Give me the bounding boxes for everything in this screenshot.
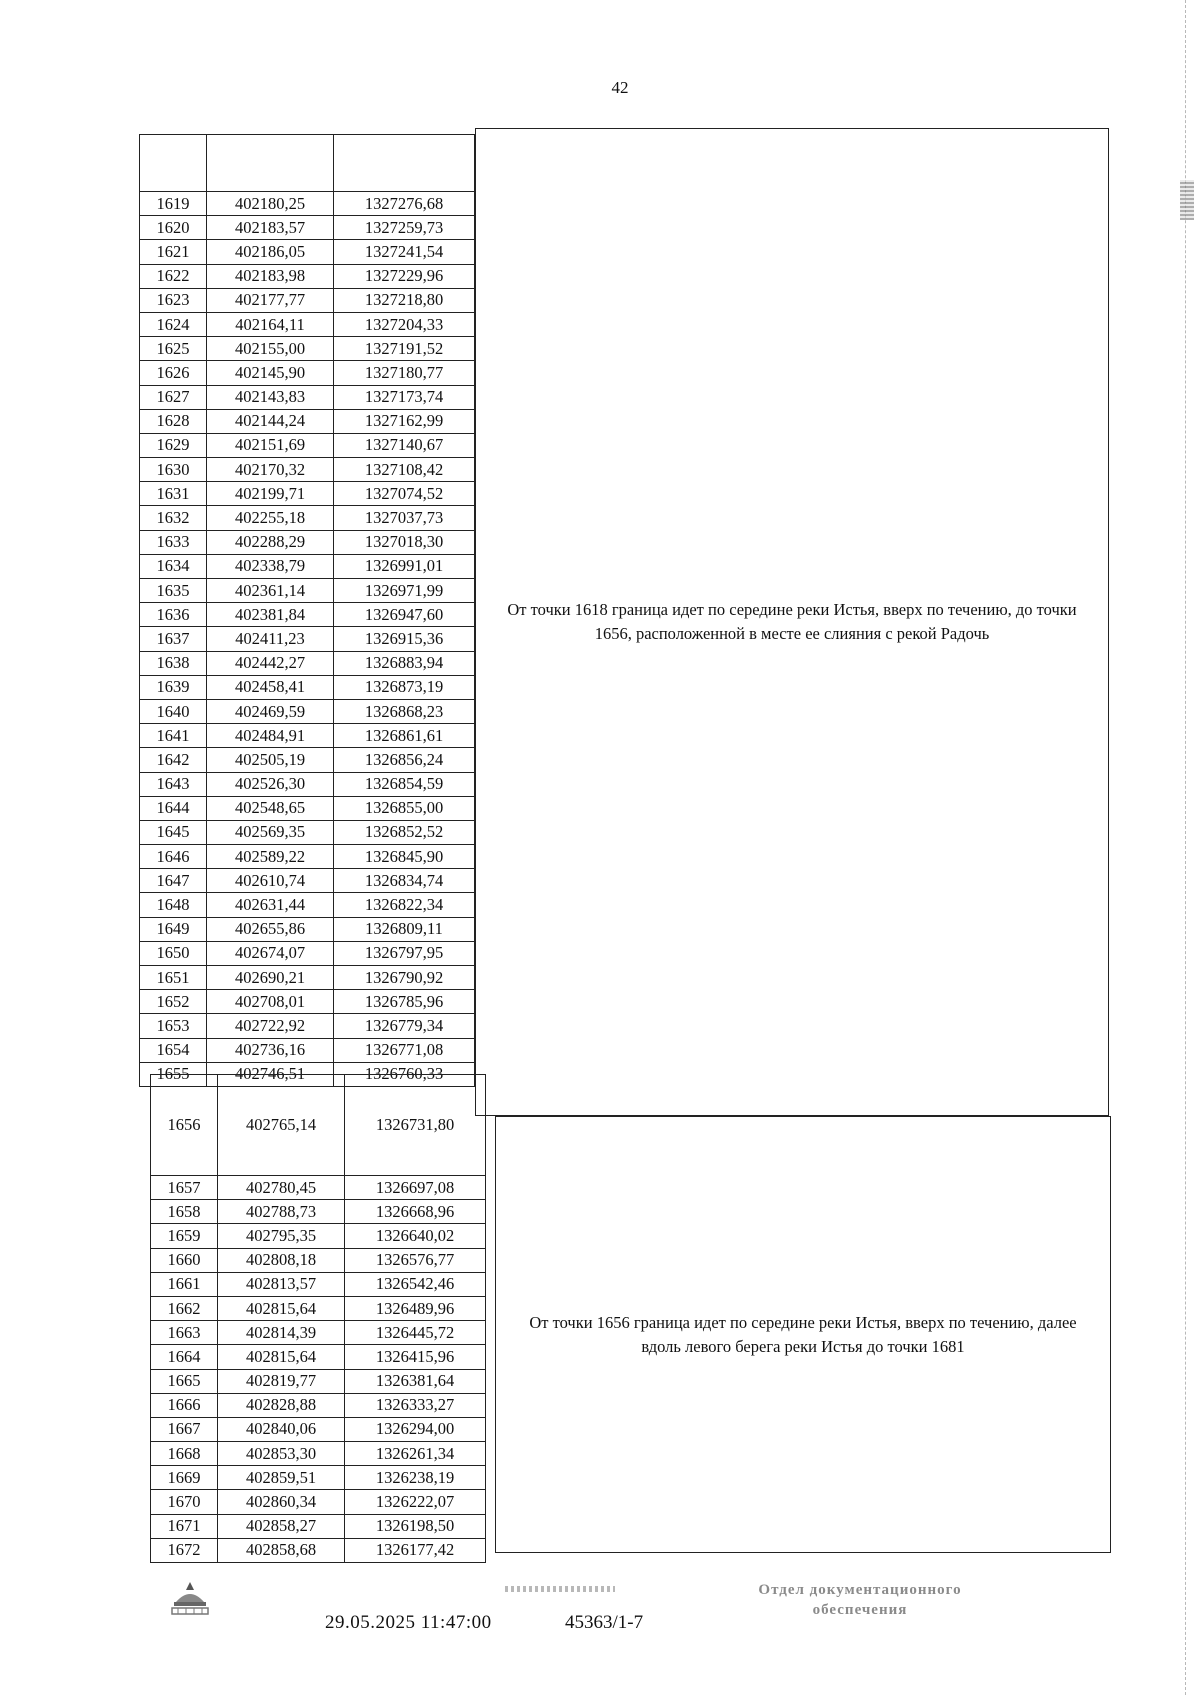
scan-edge [1184, 0, 1186, 1695]
x-coordinate-cell: 402164,11 [207, 312, 334, 336]
y-coordinate-cell: 1326797,95 [334, 941, 475, 965]
boundary-description-lower [495, 1116, 1111, 1553]
table-row [151, 1272, 486, 1296]
point-number-cell: 1634 [140, 554, 207, 578]
point-number-cell: 1633 [140, 530, 207, 554]
y-coordinate-cell: 1326542,46 [345, 1272, 486, 1296]
y-coordinate-cell: 1327180,77 [334, 361, 475, 385]
point-number-cell: 1666 [151, 1393, 218, 1417]
x-coordinate-cell: 402819,77 [218, 1369, 345, 1393]
y-coordinate-cell: 1326834,74 [334, 869, 475, 893]
scan-smudge [1180, 180, 1194, 220]
table-row [151, 1224, 486, 1248]
x-coordinate-cell: 402186,05 [207, 240, 334, 264]
point-number-cell: 1622 [140, 264, 207, 288]
y-coordinate-cell: 1327037,73 [334, 506, 475, 530]
y-coordinate-cell: 1326760,33 [334, 1062, 475, 1086]
x-coordinate-cell: 402815,64 [218, 1296, 345, 1320]
point-number-cell: 1631 [140, 482, 207, 506]
point-number-cell: 1664 [151, 1345, 218, 1369]
point-number-cell: 1646 [140, 845, 207, 869]
point-number-cell: 1658 [151, 1200, 218, 1224]
point-number-cell: 1635 [140, 579, 207, 603]
point-number-cell: 1652 [140, 990, 207, 1014]
table-row [151, 1490, 486, 1514]
y-coordinate-cell: 1326415,96 [345, 1345, 486, 1369]
point-number-cell: 1642 [140, 748, 207, 772]
table-row [140, 1014, 475, 1038]
point-number-cell: 1628 [140, 409, 207, 433]
y-coordinate-cell: 1326883,94 [334, 651, 475, 675]
y-coordinate-cell: 1326822,34 [334, 893, 475, 917]
table-header-row [140, 135, 475, 192]
x-coordinate-cell: 402788,73 [218, 1200, 345, 1224]
table-row [140, 627, 475, 651]
table-row [140, 361, 475, 385]
table-row [151, 1393, 486, 1417]
x-coordinate-cell: 402736,16 [207, 1038, 334, 1062]
y-coordinate-cell: 1327173,74 [334, 385, 475, 409]
table-row [151, 1538, 486, 1562]
x-coordinate-cell: 402442,27 [207, 651, 334, 675]
y-coordinate-cell: 1327140,67 [334, 433, 475, 457]
y-coordinate-cell: 1326868,23 [334, 699, 475, 723]
y-coordinate-cell: 1327162,99 [334, 409, 475, 433]
table-row [151, 1417, 486, 1441]
y-coordinate-cell: 1326177,42 [345, 1538, 486, 1562]
x-coordinate-cell: 402145,90 [207, 361, 334, 385]
header-cell [334, 135, 475, 192]
table-row [140, 772, 475, 796]
y-coordinate-cell: 1326790,92 [334, 966, 475, 990]
stamp-line: обеспечения [812, 1602, 908, 1618]
table-row [140, 1038, 475, 1062]
y-coordinate-cell: 1326294,00 [345, 1417, 486, 1441]
table-row [151, 1176, 486, 1200]
table-row [151, 1466, 486, 1490]
description-text: От точки 1656 граница идет по середине реки Истья, вверх по течению, далее вдоль левого берега реки Истья до точки 1681 [529, 1312, 1077, 1356]
point-number-cell: 1626 [140, 361, 207, 385]
point-number-cell: 1665 [151, 1369, 218, 1393]
table-row [151, 1200, 486, 1224]
point-number-cell: 1624 [140, 312, 207, 336]
header-cell [207, 135, 334, 192]
table-row [151, 1442, 486, 1466]
emblem-logo [168, 1580, 212, 1621]
y-coordinate-cell: 1326668,96 [345, 1200, 486, 1224]
x-coordinate-cell: 402170,32 [207, 458, 334, 482]
point-number-cell: 1647 [140, 869, 207, 893]
y-coordinate-cell: 1326971,99 [334, 579, 475, 603]
y-coordinate-cell: 1326873,19 [334, 675, 475, 699]
point-number-cell: 1623 [140, 288, 207, 312]
x-coordinate-cell: 402469,59 [207, 699, 334, 723]
table-row [140, 966, 475, 990]
point-number-cell: 1621 [140, 240, 207, 264]
x-coordinate-cell: 402144,24 [207, 409, 334, 433]
y-coordinate-cell: 1327259,73 [334, 216, 475, 240]
x-coordinate-cell: 402569,35 [207, 820, 334, 844]
x-coordinate-cell: 402795,35 [218, 1224, 345, 1248]
point-number-cell: 1638 [140, 651, 207, 675]
point-number-cell: 1627 [140, 385, 207, 409]
point-number-cell: 1670 [151, 1490, 218, 1514]
table-row [140, 530, 475, 554]
table-row [140, 216, 475, 240]
y-coordinate-cell: 1326238,19 [345, 1466, 486, 1490]
x-coordinate-cell: 402183,57 [207, 216, 334, 240]
point-number-cell: 1655 [140, 1062, 207, 1086]
x-coordinate-cell: 402722,92 [207, 1014, 334, 1038]
point-number-cell: 1671 [151, 1514, 218, 1538]
table-row [151, 1321, 486, 1345]
point-number-cell: 1641 [140, 724, 207, 748]
y-coordinate-cell: 1327074,52 [334, 482, 475, 506]
x-coordinate-cell: 402610,74 [207, 869, 334, 893]
x-coordinate-cell: 402860,34 [218, 1490, 345, 1514]
y-coordinate-cell: 1326915,36 [334, 627, 475, 651]
table-row [140, 675, 475, 699]
x-coordinate-cell: 402458,41 [207, 675, 334, 699]
point-number-cell: 1644 [140, 796, 207, 820]
y-coordinate-cell: 1326991,01 [334, 554, 475, 578]
point-number-cell: 1650 [140, 941, 207, 965]
coordinates-table-upper [139, 134, 475, 1087]
x-coordinate-cell: 402155,00 [207, 337, 334, 361]
y-coordinate-cell: 1326576,77 [345, 1248, 486, 1272]
page-number: 42 [611, 78, 629, 97]
x-coordinate-cell: 402255,18 [207, 506, 334, 530]
point-number-cell: 1643 [140, 772, 207, 796]
footer-datetime: 29.05.2025 11:47:00 [325, 1612, 492, 1633]
table-row [140, 748, 475, 772]
header-cell [140, 135, 207, 192]
y-coordinate-cell: 1326771,08 [334, 1038, 475, 1062]
x-coordinate-cell: 402746,51 [207, 1062, 334, 1086]
x-coordinate-cell: 402548,65 [207, 796, 334, 820]
table-row [140, 433, 475, 457]
point-number-cell: 1637 [140, 627, 207, 651]
y-coordinate-cell: 1326779,34 [334, 1014, 475, 1038]
y-coordinate-cell: 1326489,96 [345, 1296, 486, 1320]
x-coordinate-cell: 402690,21 [207, 966, 334, 990]
point-number-cell: 1649 [140, 917, 207, 941]
x-coordinate-cell: 402813,57 [218, 1272, 345, 1296]
y-coordinate-cell: 1326861,61 [334, 724, 475, 748]
y-coordinate-cell: 1326261,34 [345, 1442, 486, 1466]
point-number-cell: 1640 [140, 699, 207, 723]
point-number-cell: 1645 [140, 820, 207, 844]
y-coordinate-cell: 1326855,00 [334, 796, 475, 820]
table-row [140, 554, 475, 578]
point-number-cell: 1625 [140, 337, 207, 361]
x-coordinate-cell: 402808,18 [218, 1248, 345, 1272]
x-coordinate-cell: 402780,45 [218, 1176, 345, 1200]
table-row [140, 796, 475, 820]
table-row [140, 579, 475, 603]
y-coordinate-cell: 1327204,33 [334, 312, 475, 336]
point-number-cell: 1661 [151, 1272, 218, 1296]
x-coordinate-cell: 402151,69 [207, 433, 334, 457]
table-row [140, 724, 475, 748]
table-row [151, 1345, 486, 1369]
table-row [140, 409, 475, 433]
table-row [151, 1369, 486, 1393]
point-number-cell: 1630 [140, 458, 207, 482]
point-number-cell: 1629 [140, 433, 207, 457]
x-coordinate-cell: 402199,71 [207, 482, 334, 506]
x-coordinate-cell: 402589,22 [207, 845, 334, 869]
x-coordinate-cell: 402381,84 [207, 603, 334, 627]
point-number-cell: 1656 [151, 1075, 218, 1176]
point-number-cell: 1672 [151, 1538, 218, 1562]
x-coordinate-cell: 402143,83 [207, 385, 334, 409]
y-coordinate-cell: 1326222,07 [345, 1490, 486, 1514]
x-coordinate-cell: 402840,06 [218, 1417, 345, 1441]
x-coordinate-cell: 402814,39 [218, 1321, 345, 1345]
y-coordinate-cell: 1327276,68 [334, 192, 475, 216]
x-coordinate-cell: 402411,23 [207, 627, 334, 651]
table-row [151, 1296, 486, 1320]
table-row [140, 192, 475, 216]
y-coordinate-cell: 1326697,08 [345, 1176, 486, 1200]
y-coordinate-cell: 1326852,52 [334, 820, 475, 844]
x-coordinate-cell: 402858,27 [218, 1514, 345, 1538]
table-row [140, 264, 475, 288]
x-coordinate-cell: 402631,44 [207, 893, 334, 917]
x-coordinate-cell: 402484,91 [207, 724, 334, 748]
x-coordinate-cell: 402183,98 [207, 264, 334, 288]
footer-document-id: 45363/1-7 [565, 1612, 644, 1633]
point-number-cell: 1620 [140, 216, 207, 240]
table-row [140, 506, 475, 530]
table-row [140, 651, 475, 675]
point-number-cell: 1653 [140, 1014, 207, 1038]
point-number-cell: 1660 [151, 1248, 218, 1272]
x-coordinate-cell: 402674,07 [207, 941, 334, 965]
table-row [151, 1514, 486, 1538]
y-coordinate-cell: 1327229,96 [334, 264, 475, 288]
table-row [140, 990, 475, 1014]
table-row [140, 917, 475, 941]
y-coordinate-cell: 1326856,24 [334, 748, 475, 772]
y-coordinate-cell: 1327241,54 [334, 240, 475, 264]
y-coordinate-cell: 1327018,30 [334, 530, 475, 554]
x-coordinate-cell: 402765,14 [218, 1075, 345, 1176]
point-number-cell: 1632 [140, 506, 207, 530]
table-row [140, 240, 475, 264]
x-coordinate-cell: 402177,77 [207, 288, 334, 312]
point-number-cell: 1639 [140, 675, 207, 699]
table-row [140, 699, 475, 723]
y-coordinate-cell: 1326845,90 [334, 845, 475, 869]
point-number-cell: 1654 [140, 1038, 207, 1062]
stamp-line: Отдел документационного [758, 1582, 962, 1598]
table-row [140, 337, 475, 361]
table-row [140, 941, 475, 965]
y-coordinate-cell: 1326445,72 [345, 1321, 486, 1345]
table-row [140, 869, 475, 893]
point-number-cell: 1668 [151, 1442, 218, 1466]
point-number-cell: 1651 [140, 966, 207, 990]
y-coordinate-cell: 1326198,50 [345, 1514, 486, 1538]
table-row [140, 458, 475, 482]
y-coordinate-cell: 1327218,80 [334, 288, 475, 312]
point-number-cell: 1663 [151, 1321, 218, 1345]
x-coordinate-cell: 402180,25 [207, 192, 334, 216]
x-coordinate-cell: 402858,68 [218, 1538, 345, 1562]
x-coordinate-cell: 402815,64 [218, 1345, 345, 1369]
coordinates-table-lower [150, 1074, 486, 1563]
x-coordinate-cell: 402828,88 [218, 1393, 345, 1417]
x-coordinate-cell: 402288,29 [207, 530, 334, 554]
table-row [140, 312, 475, 336]
table-row [140, 385, 475, 409]
x-coordinate-cell: 402361,14 [207, 579, 334, 603]
x-coordinate-cell: 402338,79 [207, 554, 334, 578]
x-coordinate-cell: 402655,86 [207, 917, 334, 941]
y-coordinate-cell: 1326809,11 [334, 917, 475, 941]
faint-signature-mark [505, 1586, 615, 1592]
table-row [140, 482, 475, 506]
point-number-cell: 1648 [140, 893, 207, 917]
point-number-cell: 1662 [151, 1296, 218, 1320]
table-row [140, 893, 475, 917]
y-coordinate-cell: 1326731,80 [345, 1075, 486, 1176]
boundary-description-upper [475, 128, 1109, 1116]
x-coordinate-cell: 402526,30 [207, 772, 334, 796]
point-number-cell: 1657 [151, 1176, 218, 1200]
y-coordinate-cell: 1326854,59 [334, 772, 475, 796]
point-number-cell: 1619 [140, 192, 207, 216]
point-number-cell: 1636 [140, 603, 207, 627]
table-row [140, 820, 475, 844]
table-row [140, 288, 475, 312]
y-coordinate-cell: 1326640,02 [345, 1224, 486, 1248]
table-row [140, 845, 475, 869]
y-coordinate-cell: 1326381,64 [345, 1369, 486, 1393]
point-number-cell: 1669 [151, 1466, 218, 1490]
table-row [151, 1075, 486, 1176]
table-row [151, 1248, 486, 1272]
x-coordinate-cell: 402505,19 [207, 748, 334, 772]
table-row [140, 603, 475, 627]
y-coordinate-cell: 1326785,96 [334, 990, 475, 1014]
y-coordinate-cell: 1326333,27 [345, 1393, 486, 1417]
y-coordinate-cell: 1326947,60 [334, 603, 475, 627]
description-text: От точки 1618 граница идет по середине реки Истья, вверх по течению, до точки 1656, расположенной в месте ее слияния с рекой Радочь [507, 600, 1077, 643]
x-coordinate-cell: 402708,01 [207, 990, 334, 1014]
department-stamp [700, 1580, 1020, 1620]
y-coordinate-cell: 1327108,42 [334, 458, 475, 482]
x-coordinate-cell: 402859,51 [218, 1466, 345, 1490]
x-coordinate-cell: 402853,30 [218, 1442, 345, 1466]
point-number-cell: 1659 [151, 1224, 218, 1248]
point-number-cell: 1667 [151, 1417, 218, 1441]
y-coordinate-cell: 1327191,52 [334, 337, 475, 361]
